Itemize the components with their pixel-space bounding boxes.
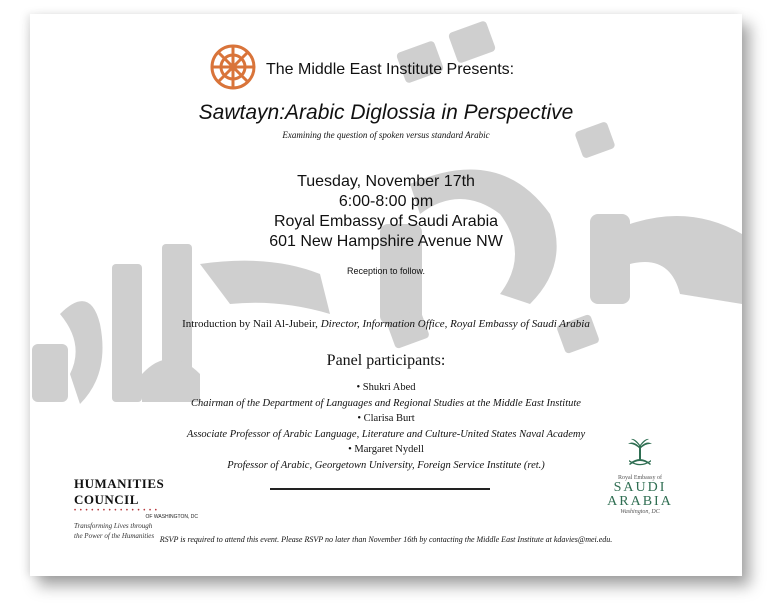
participant-role: Associate Professor of Arabic Language, Literature and Culture-United States Naval Academy: [186, 428, 586, 440]
event-title: Sawtayn:Arabic Diglossia in Perspective: [198, 101, 574, 124]
event-address: 601 New Hampshire Avenue NW: [269, 233, 503, 250]
rsvp-note: RSVP is required to attend this event. Please RSVP no later than November 16th by contacting the Middle East Institute at kdavies@mei.edu.: [159, 535, 613, 544]
palm-swords-emblem-icon: [625, 438, 655, 468]
participant-role: Chairman of the Department of Languages and Regional Studies at the Middle East Institute: [191, 397, 581, 409]
divider-line: [270, 488, 490, 490]
humanities-council-tagline-2: the Power of the Humanities: [74, 532, 155, 540]
saudi-text: SAUDI: [613, 480, 667, 495]
dotted-rule-icon: • • • • • • • • • • • • • • •: [74, 508, 158, 514]
humanities-council-subtitle: OF WASHINGTON, DC: [145, 514, 198, 520]
introduction-line: [30, 318, 742, 330]
saudi-embassy-location: Washington, DC: [620, 509, 660, 515]
humanities-council-tagline-1: Transforming Lives through: [74, 522, 153, 530]
participant-role: Professor of Arabic, Georgetown University, Foreign Service Institute (ret.): [227, 459, 545, 471]
participant-name: • Shukri Abed: [356, 382, 416, 393]
participant-name: • Clarisa Burt: [357, 413, 415, 424]
introduction-lead: Introduction by Nail Al-Jubeir,: [182, 318, 318, 330]
participant-name: • Margaret Nydell: [348, 444, 424, 455]
reception-note: Reception to follow.: [346, 266, 426, 276]
mei-logo-icon: [208, 42, 258, 92]
event-venue: Royal Embassy of Saudi Arabia: [273, 213, 499, 230]
humanities-council-title: HUMANITIES COUNCIL: [74, 476, 165, 507]
humanities-council-logo: [74, 476, 198, 540]
event-details: [30, 172, 742, 252]
event-subtitle: Examining the question of spoken versus standard Arabic: [282, 130, 490, 140]
saudi-embassy-logo: [600, 438, 680, 515]
arabia-text: ARABIA: [607, 494, 673, 509]
introduction-role: Director, Information Office, Royal Embassy of Saudi Arabia: [320, 318, 590, 330]
saudi-embassy-small-text: Royal Embassy of: [618, 475, 662, 481]
panel-heading: Panel participants:: [326, 352, 446, 369]
presenter-heading: The Middle East Institute Presents:: [266, 61, 515, 78]
event-time: 6:00-8:00 pm: [338, 193, 434, 210]
invitation-card: [30, 14, 742, 576]
event-date: Tuesday, November 17th: [297, 173, 475, 190]
